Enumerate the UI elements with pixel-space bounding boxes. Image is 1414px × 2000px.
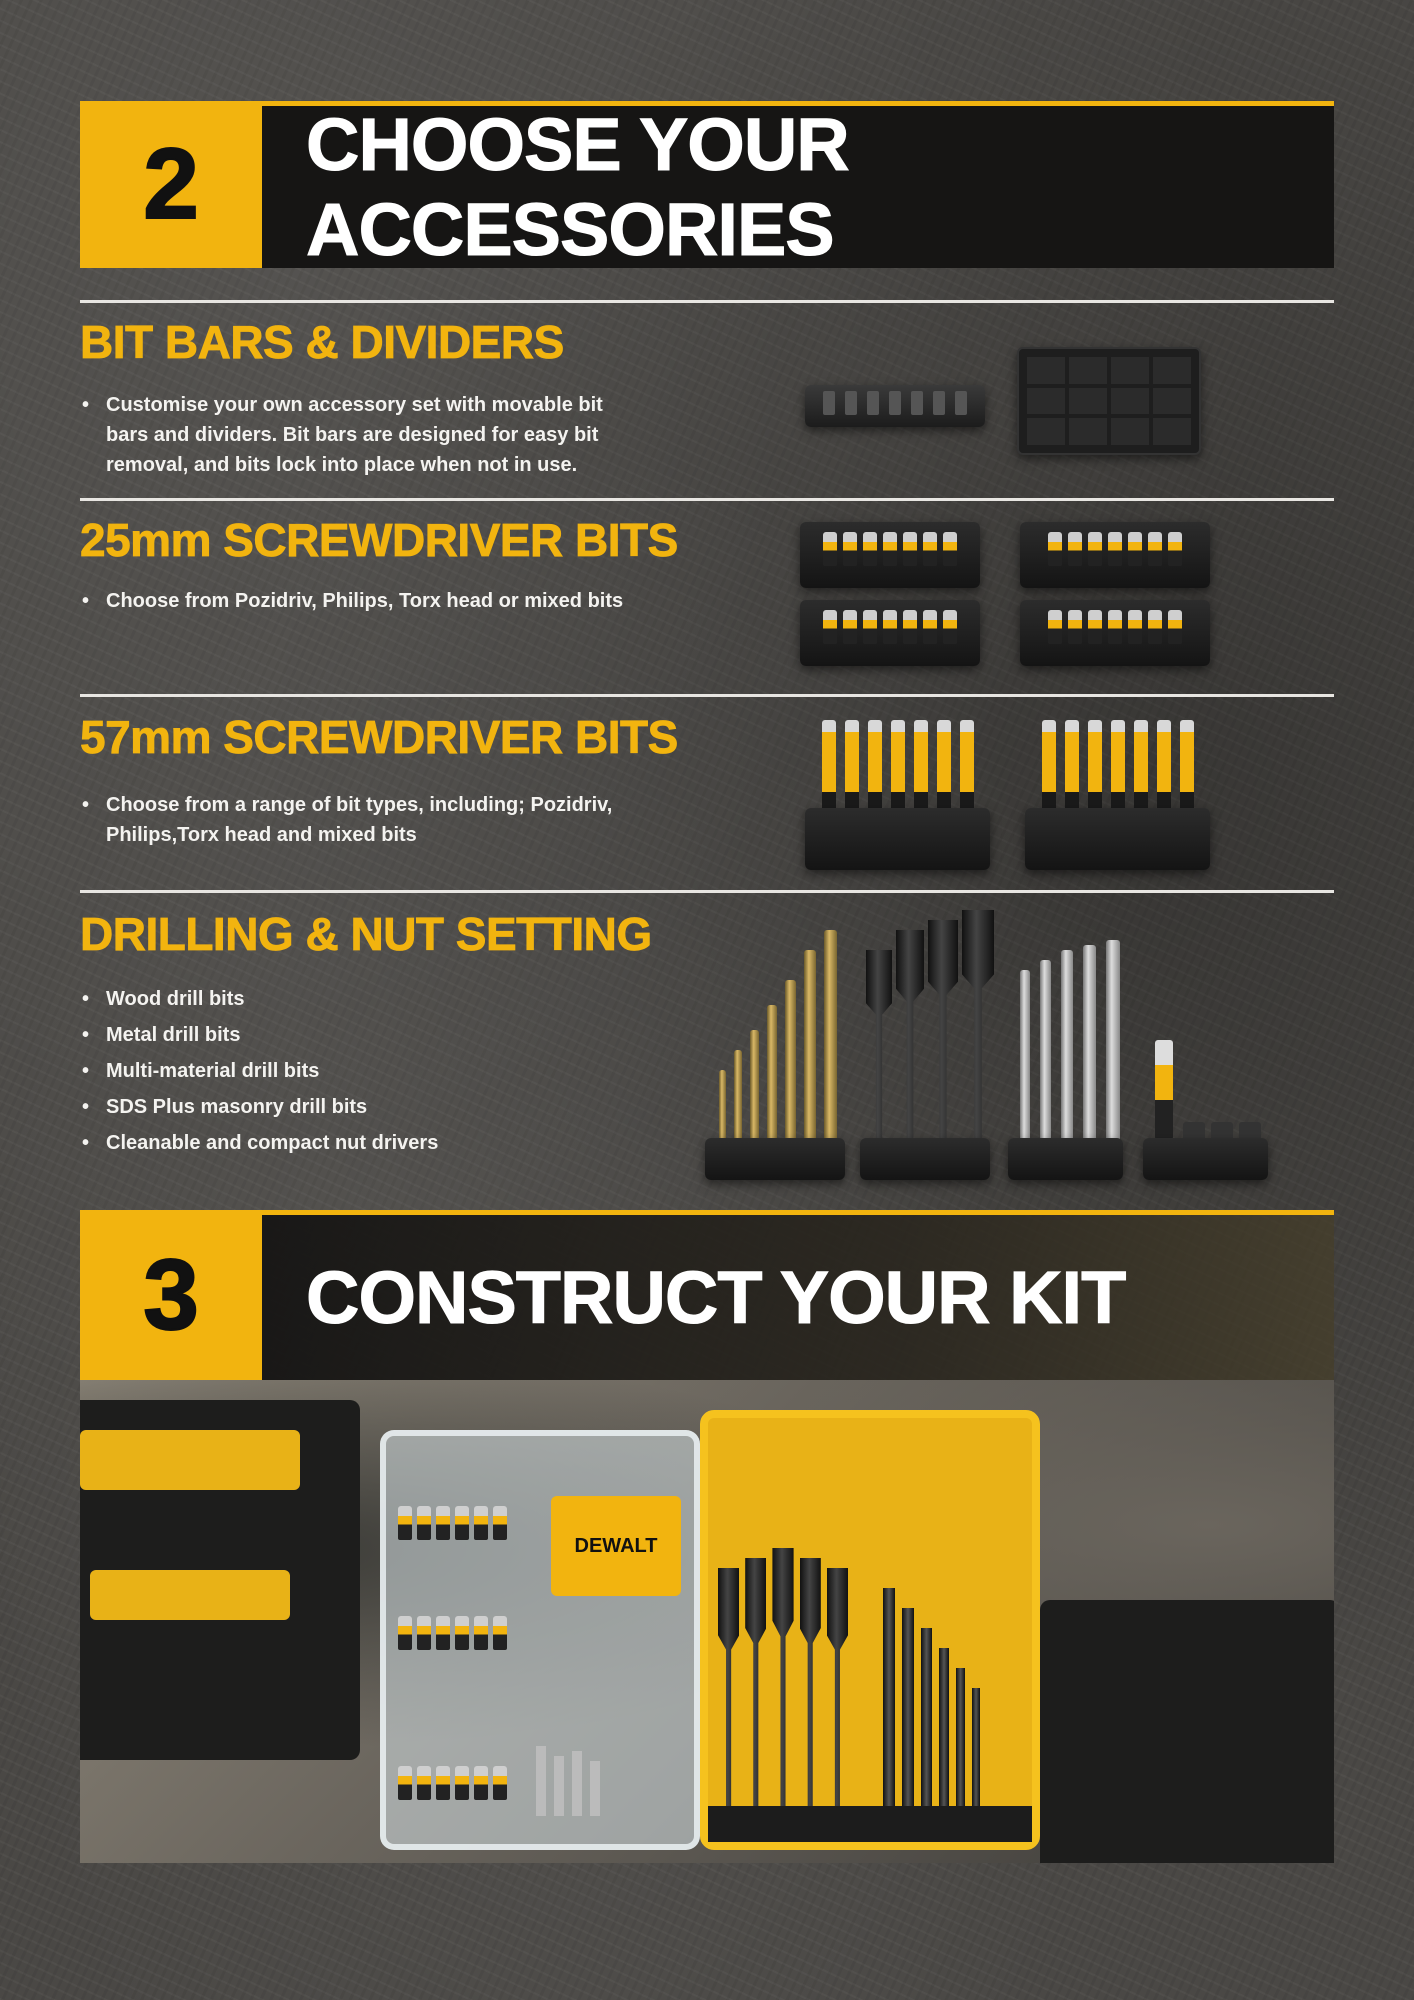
section-3-number: 3 [80, 1210, 262, 1380]
list-item: • Wood drill bits [80, 981, 640, 1017]
bit-bars-list [80, 390, 640, 480]
masonry-bit-set-image [1008, 935, 1123, 1180]
bit-set-25mm-image [800, 522, 980, 588]
bits-57mm-heading: 57mm SCREWDRIVER BITS [80, 711, 678, 763]
bit-set-57mm-image [805, 720, 990, 870]
section-3-title [262, 1210, 1334, 1380]
bit-set-25mm-image [1020, 522, 1210, 588]
dewalt-bit-box [551, 1496, 681, 1596]
section-2-title-text: CHOOSE YOUR ACCESSORIES [306, 103, 849, 271]
drilling-heading: DRILLING & NUT SETTING [80, 908, 652, 960]
list-item: • Choose from Pozidriv, Philips, Torx head or mixed bits [80, 586, 700, 616]
clear-organizer-image [380, 1430, 700, 1850]
divider-rule [80, 498, 1334, 501]
section-3-title-text: CONSTRUCT YOUR KIT [306, 1256, 1126, 1339]
divider-rule [80, 890, 1334, 893]
list-item: • Multi-material drill bits [80, 1053, 640, 1089]
metal-drill-set-image [705, 925, 845, 1180]
divider-tray-image [1017, 347, 1201, 455]
drilling-list [80, 981, 640, 1161]
bit-bars-heading: BIT BARS & DIVIDERS [80, 316, 564, 368]
yellow-organizer-image [700, 1410, 1040, 1850]
section-2-number: 2 [80, 101, 262, 268]
stacked-case-image [80, 1400, 360, 1760]
list-item: • Metal drill bits [80, 1017, 640, 1053]
nut-driver-set-image [1143, 1020, 1268, 1180]
bits-57mm-list [80, 790, 660, 850]
bits-25mm-list [80, 586, 700, 616]
bit-set-25mm-image [1020, 600, 1210, 666]
section-2-title [262, 101, 1334, 271]
bit-set-25mm-image [800, 600, 980, 666]
bit-set-57mm-image [1025, 720, 1210, 870]
divider-rule [80, 300, 1334, 303]
bits-25mm-heading: 25mm SCREWDRIVER BITS [80, 514, 678, 566]
list-item: • SDS Plus masonry drill bits [80, 1089, 640, 1125]
spade-bit-set-image [860, 915, 990, 1180]
list-item: • Cleanable and compact nut drivers [80, 1125, 640, 1161]
bit-bar-image [805, 385, 985, 427]
kit-photo [80, 1380, 1334, 1863]
divider-rule [80, 694, 1334, 697]
dark-case-image [1040, 1600, 1334, 1863]
dewalt-logo-text: DEWALT [574, 1534, 658, 1557]
list-item: • Choose from a range of bit types, including; Pozidriv, Philips,Torx head and mixed bits [80, 790, 660, 850]
list-item: • Customise your own accessory set with movable bit bars and dividers. Bit bars are designed for easy bit removal, and bits lock into place when not in use. [80, 390, 640, 480]
